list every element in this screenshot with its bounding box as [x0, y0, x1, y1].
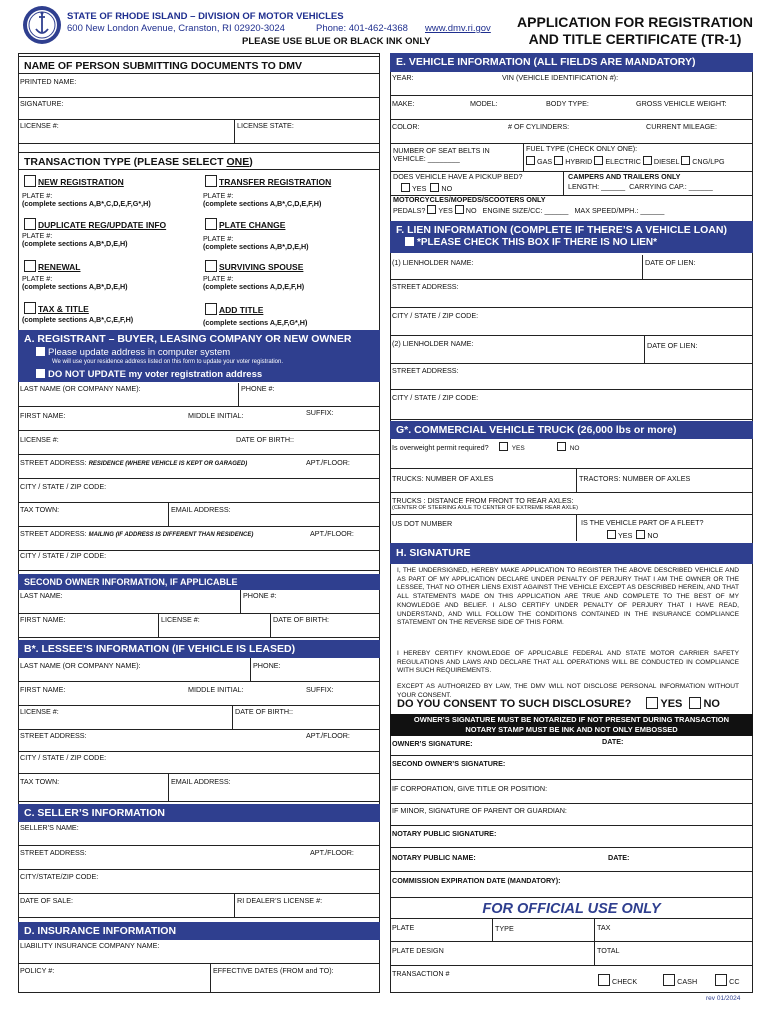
e-fuel-label: FUEL TYPE (CHECK ONLY ONE): — [526, 144, 638, 153]
official-payment-group — [596, 974, 753, 986]
consent-no-checkbox[interactable] — [689, 697, 701, 709]
f-lienholder2-field[interactable]: (2) LIENHOLDER NAME: — [390, 336, 644, 364]
g-distance-label: TRUCKS : DISTANCE FROM FRONT TO REAR AXLES: — [392, 496, 574, 505]
e-moto-group[interactable] — [393, 196, 664, 216]
no-voter-update-checkbox[interactable] — [36, 369, 45, 378]
header-address: 600 New London Avenue, Cranston, RI 02920-3024 — [67, 23, 285, 34]
a-dob-field[interactable]: DATE OF BIRTH:: — [234, 431, 380, 455]
b-last-name-field[interactable]: LAST NAME (OR COMPANY NAME): — [18, 658, 250, 682]
b-city-state-zip-field[interactable]: CITY / STATE / ZIP CODE: — [18, 752, 380, 774]
new-registration-plate[interactable]: PLATE #: — [22, 190, 53, 200]
tax-title-checkbox[interactable] — [24, 302, 36, 314]
submitter-license-state-field[interactable]: LICENSE STATE: — [234, 120, 380, 144]
minor-guardian-signature-field[interactable]: IF MINOR, SIGNATURE OF PARENT OR GUARDIAN: — [390, 804, 753, 826]
g-overweight-row[interactable] — [390, 439, 753, 469]
update-address-row[interactable] — [18, 346, 380, 382]
f-street2-field[interactable]: STREET ADDRESS: — [390, 364, 753, 390]
official-use-grid — [390, 918, 753, 993]
official-total-field: TOTAL — [594, 942, 753, 966]
voter-note: We will use your residence address listed on this form to update your voter registration. — [52, 359, 283, 365]
surviving-spouse-plate[interactable]: PLATE #: — [203, 273, 234, 283]
a-email-field[interactable]: EMAIL ADDRESS: — [168, 503, 380, 527]
pickup-yes-checkbox[interactable] — [401, 183, 410, 192]
e-mileage-field[interactable]: CURRENT MILEAGE: — [644, 120, 753, 144]
payment-check-label: CHECK — [612, 977, 638, 986]
c-street-field[interactable]: STREET ADDRESS: — [18, 846, 308, 870]
e-moto-label: MOTORCYCLES/MOPEDS/SCOOTERS ONLY — [393, 195, 546, 204]
b-middle-initial-field[interactable]: MIDDLE INITIAL: — [186, 682, 304, 706]
payment-cc-label: CC — [729, 977, 740, 986]
a-mailing-apt-field[interactable]: APT./FLOOR: — [308, 527, 380, 551]
section-a-heading: A. REGISTRANT – BUYER, LEASING COMPANY OR NEW OWNER — [18, 330, 380, 348]
g-tractor-axles-field[interactable]: TRACTORS: NUMBER OF AXLES — [576, 469, 753, 493]
no-lien-checkbox[interactable] — [405, 237, 414, 246]
renewal-plate[interactable]: PLATE #: — [22, 273, 53, 283]
e-campers-label: CAMPERS AND TRAILERS ONLY — [568, 172, 681, 181]
duplicate-reg-label: DUPLICATE REG/UPDATE INFO — [38, 220, 167, 230]
e-seat-belts-label: NUMBER OF SEAT BELTS IN — [393, 146, 490, 155]
form-title-line1: APPLICATION FOR REGISTRATION — [517, 14, 753, 30]
no-lien-label: *PLEASE CHECK THIS BOX IF THERE IS NO LIEN* — [417, 237, 658, 248]
b-license-field[interactable]: LICENSE #: — [18, 706, 232, 730]
d-effective-dates-field[interactable]: EFFECTIVE DATES (FROM and TO): — [210, 964, 380, 993]
transfer-registration-label: TRANSFER REGISTRATION — [219, 177, 332, 187]
e-pickup-label: DOES VEHICLE HAVE A PICKUP BED? — [393, 172, 523, 181]
submitter-heading: NAME OF PERSON SUBMITTING DOCUMENTS TO DMV — [18, 56, 380, 74]
e-campers-group[interactable] — [568, 173, 713, 192]
a-city-state-zip-field[interactable]: CITY / STATE / ZIP CODE: — [18, 479, 380, 503]
no-voter-update-label: DO NOT UPDATE my voter registration address — [48, 369, 263, 380]
fuel-hybrid-checkbox[interactable] — [554, 156, 563, 165]
plate-change-checkbox[interactable] — [205, 218, 217, 230]
add-title-checkbox[interactable] — [205, 303, 217, 315]
b-street-field[interactable]: STREET ADDRESS: — [18, 730, 304, 752]
update-address-label: Please update address in computer system — [48, 347, 231, 358]
printed-name-field[interactable]: PRINTED NAME: — [18, 76, 380, 98]
b-suffix-field[interactable]: SUFFIX: — [304, 682, 380, 706]
section-b-heading: B*. LESSEE’S INFORMATION (IF VEHICLE IS LEASED) — [18, 640, 380, 658]
revision-date: rev 01/2024 — [706, 995, 741, 1002]
plate-change-plate[interactable]: PLATE #: — [203, 233, 234, 243]
a-suffix-field[interactable]: SUFFIX: — [304, 407, 380, 431]
a-street-label: STREET ADDRESS: — [20, 458, 87, 467]
e-make-field[interactable]: MAKE: — [390, 96, 468, 120]
update-address-checkbox[interactable] — [36, 347, 45, 356]
b-tax-town-field[interactable]: TAX TOWN: — [18, 774, 168, 802]
payment-cash-checkbox — [663, 974, 675, 986]
owner-signature-field[interactable]: OWNER’S SIGNATURE: — [390, 736, 596, 756]
a-mailing-street-label: STREET ADDRESS: — [20, 529, 87, 538]
overweight-yes-label: YES — [511, 445, 525, 452]
official-transaction-field: TRANSACTION # — [392, 969, 450, 978]
tax-title-label: TAX & TITLE — [38, 304, 89, 314]
official-type-field: TYPE — [492, 918, 594, 942]
consent-yes-checkbox[interactable] — [646, 697, 658, 709]
g-axle-distance-field[interactable] — [390, 493, 753, 515]
a-middle-initial-field[interactable]: MIDDLE INITIAL: — [186, 407, 304, 431]
a-mailing-csz-field[interactable]: CITY / STATE / ZIP CODE: — [18, 551, 380, 571]
b-first-name-field[interactable]: FIRST NAME: — [18, 682, 186, 706]
dmv-website-link[interactable]: www.dmv.ri.gov — [425, 23, 491, 34]
section-e-heading: E. VEHICLE INFORMATION (ALL FIELDS ARE MANDATORY) — [390, 53, 753, 72]
corporation-title-field[interactable]: IF CORPORATION, GIVE TITLE OR POSITION: — [390, 780, 753, 804]
notary-signature-field[interactable]: NOTARY PUBLIC SIGNATURE: — [390, 826, 753, 848]
notary-line2: NOTARY STAMP MUST BE INK AND NOT ONLY EMBOSSED — [465, 725, 678, 734]
second-dob-field[interactable]: DATE OF BIRTH: — [270, 614, 380, 638]
a-first-name-field[interactable]: FIRST NAME: — [18, 407, 186, 431]
pickup-yes-label: YES — [412, 184, 427, 194]
f-csz2-field[interactable]: CITY / STATE / ZIP CODE: — [390, 390, 753, 420]
transaction-heading-one: ONE — [226, 156, 250, 168]
new-registration-checkbox[interactable] — [24, 175, 36, 187]
fleet-yes-checkbox[interactable] — [607, 530, 616, 539]
tx-plate-change[interactable] — [203, 218, 381, 251]
f-date-of-lien2-field[interactable]: DATE OF LIEN: — [644, 336, 753, 364]
fuel-electric-checkbox[interactable] — [594, 156, 603, 165]
tx-renewal[interactable] — [22, 260, 200, 291]
h-carrier-text: I HEREBY CERTIFY KNOWLEDGE OF APPLICABLE FEDERAL AND STATE MOTOR CARRIER SAFETY REGULATIONS AND LAWS AND DECLARE THAT ALL OPERATIONS WILL BE CONDUCTED IN COMPLIANCE WITH SUCH REQUIREMENTS. — [397, 650, 739, 675]
fleet-no-label: NO — [647, 531, 659, 541]
e-year-field[interactable]: YEAR: — [390, 72, 500, 96]
fuel-gas-label: GAS — [537, 157, 553, 167]
a-street-field[interactable] — [18, 455, 304, 479]
official-tax-field: TAX — [594, 918, 753, 942]
c-dealer-license-field[interactable]: RI DEALER’S LICENSE #: — [234, 894, 380, 918]
c-seller-name-field[interactable]: SELLER’S NAME: — [18, 822, 380, 846]
pedals-yes-label: YES — [438, 206, 453, 216]
second-phone-field[interactable]: PHONE #: — [240, 590, 380, 614]
ink-notice: PLEASE USE BLUE OR BLACK INK ONLY — [242, 36, 431, 47]
form-title-line2: AND TITLE CERTIFICATE (TR-1) — [528, 31, 742, 47]
e-capacity-field[interactable]: CARRYING CAP.: ______ — [629, 182, 713, 192]
transaction-heading-text: TRANSACTION TYPE (PLEASE SELECT — [24, 156, 227, 168]
surviving-spouse-label: SURVIVING SPOUSE — [219, 262, 304, 272]
section-g-heading: G*. COMMERCIAL VEHICLE TRUCK (26,000 lbs or more) — [390, 421, 753, 439]
official-plate-field: PLATE — [390, 918, 492, 942]
f-csz1-field[interactable]: CITY / STATE / ZIP CODE: — [390, 308, 753, 336]
d-company-field[interactable]: LIABILITY INSURANCE COMPANY NAME: — [18, 940, 380, 964]
renewal-checkbox[interactable] — [24, 260, 36, 272]
a-apt-field[interactable]: APT./FLOOR: — [304, 455, 380, 479]
tx-surviving-spouse[interactable] — [203, 260, 381, 291]
e-model-field[interactable]: MODEL: — [468, 96, 544, 120]
e-fuel-type-group[interactable] — [526, 145, 725, 167]
add-title-label: ADD TITLE — [219, 305, 264, 315]
e-seat-belts-blank: VEHICLE: ________ — [393, 154, 460, 164]
pedals-yes-checkbox[interactable] — [427, 205, 436, 214]
e-color-field[interactable]: COLOR: — [390, 120, 506, 144]
transfer-registration-plate[interactable]: PLATE #: — [203, 190, 234, 200]
g-fleet-group[interactable] — [576, 515, 753, 541]
h-disclosure-text: EXCEPT AS AUTHORIZED BY LAW, THE DMV WILL NOT DISCLOSE PERSONAL INFORMATION WITHOUT YOUR CONSENT. — [397, 683, 739, 699]
commission-expiration-field[interactable]: COMMISSION EXPIRATION DATE (MANDATORY): — [390, 872, 753, 898]
tax-title-sections: (complete sections A,B*,C,E,F,H) — [22, 314, 134, 324]
g-truck-axles-field[interactable]: TRUCKS: NUMBER OF AXLES — [390, 469, 576, 493]
notary-name-field[interactable]: NOTARY PUBLIC NAME: — [390, 848, 606, 872]
payment-check-checkbox — [598, 974, 610, 986]
e-body-type-field[interactable]: BODY TYPE: — [544, 96, 634, 120]
a-phone-field[interactable]: PHONE #: — [238, 383, 380, 407]
renewal-sections: (complete sections A,B*,D,E,H) — [22, 282, 128, 292]
duplicate-reg-checkbox[interactable] — [24, 218, 36, 230]
new-registration-sections: (complete sections A,B*,C,D,E,F,G*,H) — [22, 199, 151, 209]
duplicate-reg-plate[interactable]: PLATE #: — [22, 230, 53, 240]
renewal-label: RENEWAL — [38, 262, 81, 272]
g-overweight-label: Is overweight permit required? — [392, 443, 489, 452]
official-use-heading: FOR OFFICIAL USE ONLY — [482, 901, 661, 917]
owner-date-field[interactable]: DATE: — [596, 736, 753, 756]
section-f-heading: F. LIEN INFORMATION (COMPLETE IF THERE’S A VEHICLE LOAN) — [390, 221, 753, 239]
e-seat-belts-field[interactable] — [393, 147, 490, 164]
e-pickup-group[interactable] — [393, 173, 523, 194]
d-policy-field[interactable]: POLICY #: — [20, 966, 55, 975]
tx-add-title[interactable] — [203, 303, 381, 327]
header-phone: Phone: 401-462-4368 — [316, 23, 408, 34]
section-c-heading: C. SELLER’S INFORMATION — [18, 804, 380, 822]
c-apt-field[interactable]: APT./FLOOR: — [308, 846, 380, 870]
fuel-cng-checkbox[interactable] — [681, 156, 690, 165]
overweight-no-checkbox[interactable] — [557, 442, 566, 451]
h-declaration-text: I, THE UNDERSIGNED, HEREBY MAKE APPLICATION TO REGISTER THE ABOVE DESCRIBED VEHICLE AND AS PART OF MY APPLICATION DECLARE UNDER PENALTY OF PERJURY THAT I AM THE OWNER OR THE LESSEE, THAT NO OTHER LIENS EXIST AGAINST THE VEHICLE EXCEPT AS DESCRIBED HEREIN, AND THAT ALL STATEMENTS MADE ON THIS APPLICATION ARE TRUE AND COMPLETE TO THE BEST OF MY KNOWLEDGE AND BELIEF. I ALSO CERTIFY UNDER PENALTY OF PERJURY THAT I HAVE READ, UNDERSTAND, AND WILL FOLLOW THE CONDITIONS CONTAINED IN THE INSURANCE COMPLIANCE STATEMENT ON THE REVERSE SIDE OF THIS FORM. — [397, 567, 739, 627]
section-h-heading: H. SIGNATURE — [390, 543, 753, 564]
fuel-diesel-label: DIESEL — [653, 157, 680, 167]
notary-line1: OWNER’S SIGNATURE MUST BE NOTARIZED IF NOT PRESENT DURING TRANSACTION — [413, 715, 730, 724]
second-first-name-field[interactable]: FIRST NAME: — [18, 614, 158, 638]
a-license-field[interactable]: LICENSE #: — [18, 431, 234, 455]
e-cylinders-field[interactable]: # OF CYLINDERS: — [506, 120, 644, 144]
plate-change-label: PLATE CHANGE — [219, 220, 286, 230]
overweight-no-label: NO — [569, 445, 580, 452]
tx-transfer-registration[interactable] — [203, 175, 381, 208]
second-owner-signature-field[interactable]: SECOND OWNER’S SIGNATURE: — [390, 756, 753, 780]
second-license-field[interactable]: LICENSE #: — [158, 614, 270, 638]
surviving-spouse-sections: (complete sections A,D,E,F,H) — [203, 282, 305, 292]
new-registration-label: NEW REGISTRATION — [38, 177, 124, 187]
fuel-electric-label: ELECTRIC — [605, 157, 641, 167]
a-street-note: RESIDENCE (WHERE VEHICLE IS KEPT OR GARAGED) — [88, 461, 248, 467]
f-date-of-lien1-field[interactable]: DATE OF LIEN: — [642, 255, 753, 280]
e-speed-field[interactable]: MAX SPEED/MPH.: ______ — [574, 206, 665, 216]
b-email-field[interactable]: EMAIL ADDRESS: — [168, 774, 380, 802]
pickup-no-label: NO — [441, 184, 453, 194]
fuel-cng-label: CNG/LPG — [692, 157, 725, 167]
pickup-no-checkbox[interactable] — [430, 183, 439, 192]
second-last-name-field[interactable]: LAST NAME: — [18, 590, 240, 614]
g-center-note: (CENTER OF STEERING AXLE TO CENTER OF EXTREME REAR AXLE) — [392, 505, 578, 511]
tx-new-registration[interactable] — [22, 175, 200, 208]
e-engine-field[interactable]: ENGINE SIZE/CC: ______ — [482, 206, 569, 216]
consent-question: DO YOU CONSENT TO SUCH DISCLOSURE? — [397, 698, 632, 710]
b-dob-field[interactable]: DATE OF BIRTH:: — [232, 706, 380, 730]
official-plate-design-field: PLATE DESIGN — [390, 942, 594, 966]
e-pickup-divider — [563, 171, 564, 195]
consent-yes-label: YES — [660, 698, 683, 710]
f-street1-field[interactable]: STREET ADDRESS: — [390, 280, 753, 308]
a-tax-town-field[interactable]: TAX TOWN: — [18, 503, 168, 527]
b-phone-field[interactable]: PHONE: — [250, 658, 380, 682]
notary-date-field[interactable]: DATE: — [606, 848, 753, 872]
fuel-gas-checkbox[interactable] — [526, 156, 535, 165]
duplicate-reg-sections: (complete sections A,B*,D,E,H) — [22, 239, 128, 249]
e-gvw-field[interactable]: GROSS VEHICLE WEIGHT: — [634, 96, 753, 120]
transfer-registration-sections: (complete sections A,B*,C,D,E,F,H) — [203, 199, 322, 209]
a-mailing-note: MAILING (IF ADDRESS IS DIFFERENT THAN RESIDENCE) — [88, 532, 254, 538]
header-state: STATE OF RHODE ISLAND – DIVISION OF MOTOR VEHICLES — [67, 11, 344, 22]
g-fleet-label: IS THE VEHICLE PART OF A FLEET? — [581, 518, 704, 527]
fleet-yes-label: YES — [618, 531, 633, 541]
f-lienholder1-field[interactable]: (1) LIENHOLDER NAME: — [390, 255, 642, 280]
notary-banner — [390, 714, 753, 736]
section-d-heading: D. INSURANCE INFORMATION — [18, 922, 380, 940]
transfer-registration-checkbox[interactable] — [205, 175, 217, 187]
no-lien-row[interactable] — [390, 236, 753, 253]
b-apt-field[interactable]: APT./FLOOR: — [304, 730, 380, 752]
submitter-license-field[interactable]: LICENSE #: — [18, 120, 234, 144]
a-last-name-field[interactable]: LAST NAME (OR COMPANY NAME): — [18, 383, 238, 407]
c-city-state-zip-field[interactable]: CITY/STATE/ZIP CODE: — [18, 870, 380, 894]
plate-change-sections: (complete sections A,B*,D,E,H) — [203, 242, 309, 252]
add-title-sections: (complete sections A,E,F,G*,H) — [203, 317, 308, 327]
payment-cash-label: CASH — [677, 977, 698, 986]
payment-cc-checkbox — [715, 974, 727, 986]
consent-question-row[interactable] — [397, 697, 720, 710]
second-owner-heading: SECOND OWNER INFORMATION, IF APPLICABLE — [18, 574, 380, 590]
e-pedals-label: PEDALS? — [393, 206, 426, 216]
fleet-no-checkbox[interactable] — [636, 530, 645, 539]
consent-no-label: NO — [703, 698, 720, 710]
fuel-diesel-checkbox[interactable] — [643, 156, 652, 165]
fuel-hybrid-label: HYBRID — [565, 157, 593, 167]
ri-state-seal-icon — [22, 5, 62, 45]
tx-duplicate-reg[interactable] — [22, 218, 200, 248]
transaction-heading-close: ) — [249, 156, 253, 168]
a-mailing-street-field[interactable] — [18, 527, 308, 551]
submitter-signature-field[interactable]: SIGNATURE: — [18, 98, 380, 120]
tx-tax-title[interactable] — [22, 302, 200, 324]
pedals-no-label: NO — [465, 206, 477, 216]
e-seat-divider — [523, 144, 524, 171]
pedals-no-checkbox[interactable] — [455, 205, 464, 214]
e-vin-field[interactable]: VIN (VEHICLE IDENTIFICATION #): — [500, 72, 753, 96]
g-usdot-field[interactable]: US DOT NUMBER — [392, 519, 453, 528]
transaction-type-heading — [18, 152, 380, 170]
c-date-of-sale-field[interactable]: DATE OF SALE: — [18, 894, 234, 918]
overweight-yes-checkbox[interactable] — [499, 442, 508, 451]
surviving-spouse-checkbox[interactable] — [205, 260, 217, 272]
e-length-field[interactable]: LENGTH: ______ — [568, 182, 626, 192]
